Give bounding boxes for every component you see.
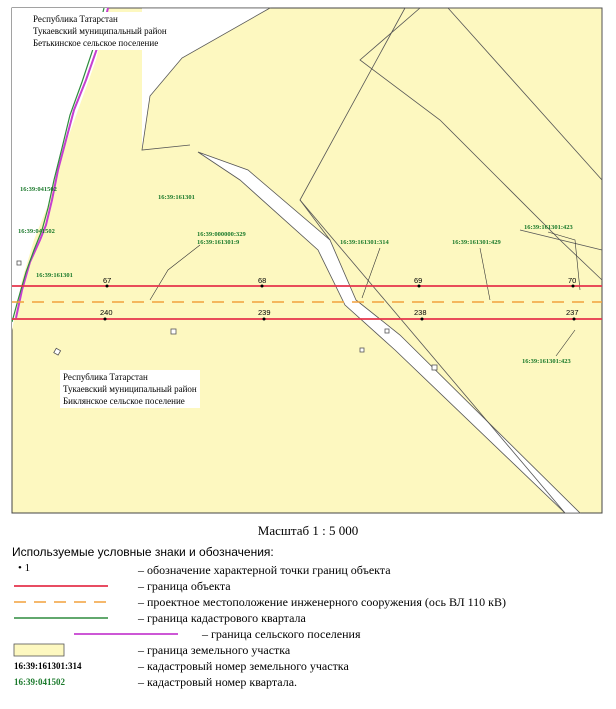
region-top-line-1: Республика Татарстан [33,14,118,24]
region-bottom-line-1: Республика Татарстан [63,372,148,382]
region-top-line-2: Тукаевский муниципальный район [33,26,167,36]
legend-quarter-number-text: – кадастровый номер квартала. [138,675,298,689]
legend-quarter-boundary-symbol [12,610,112,626]
legend-parcel-symbol [12,642,72,658]
region-top-line-3: Бетькинское сельское поселение [33,38,159,48]
region-label-bottom [60,370,200,408]
region-bottom-line-3: Биклянское сельское поселение [63,396,185,406]
legend-row-object-boundary [12,578,612,594]
legend-row-parcel-number [12,658,612,674]
legend-point-text: – обозначение характерной точки границ объекта [138,563,391,577]
parcel-423-label-top: 16:39:161301:423 [524,224,573,231]
parcel-429-label: 16:39:161301:429 [452,239,501,246]
legend-row-axis [12,594,612,610]
point-240: 240 [100,308,113,317]
point-70: 70 [568,276,577,285]
region-bottom-line-2: Тукаевский муниципальный район [63,384,197,394]
parcel-329-label: 16:39:000000:329 [197,231,246,238]
map-background [12,8,602,513]
legend-axis-text: – проектное местоположение инженерного сооружения (ось ВЛ 110 кВ) [138,595,507,609]
legend-row-settlement-boundary [12,626,612,642]
parcel-314-label: 16:39:161301:314 [340,239,389,246]
parcel-423-label-bottom: 16:39:161301:423 [522,358,571,365]
parcel-9-label: 16:39:161301:9 [197,239,240,246]
legend-point-symbol: • 1 [18,562,31,574]
legend-parcel-number-symbol: 16:39:161301:314 [14,661,82,671]
legend-row-quarter-number [12,674,612,690]
legend-quarter-boundary-text: – граница кадастрового квартала [138,611,306,625]
region-label-top [30,12,170,50]
legend-settlement-boundary-text: – граница сельского поселения [202,627,361,641]
legend-object-boundary-text: – граница объекта [138,579,231,593]
legend-object-boundary-symbol [12,578,112,594]
legend-quarter-number-symbol: 16:39:041502 [14,677,65,687]
point-69: 69 [414,276,423,285]
point-68: 68 [258,276,267,285]
quarter-041502-label-b: 16:39:041502 [18,228,55,235]
legend-parcel-number-text: – кадастровый номер земельного участка [138,659,349,673]
legend-row-quarter-boundary [12,610,612,626]
legend-parcel-text: – граница земельного участка [138,643,291,657]
point-67: 67 [103,276,112,285]
legend-row-parcel [12,642,612,658]
point-238: 238 [414,308,427,317]
legend-settlement-boundary-symbol [72,626,182,642]
quarter-161301-label-a: 16:39:161301 [158,194,195,201]
quarter-161301-label-b: 16:39:161301 [36,272,73,279]
map-scale: Масштаб 1 : 5 000 [257,523,359,538]
quarter-041502-label-a: 16:39:041502 [20,186,57,193]
legend-row-point [12,562,612,578]
point-237: 237 [566,308,579,317]
legend-axis-symbol [12,594,112,610]
point-239: 239 [258,308,271,317]
legend-title: Используемые условные знаки и обозначения: [12,545,274,559]
